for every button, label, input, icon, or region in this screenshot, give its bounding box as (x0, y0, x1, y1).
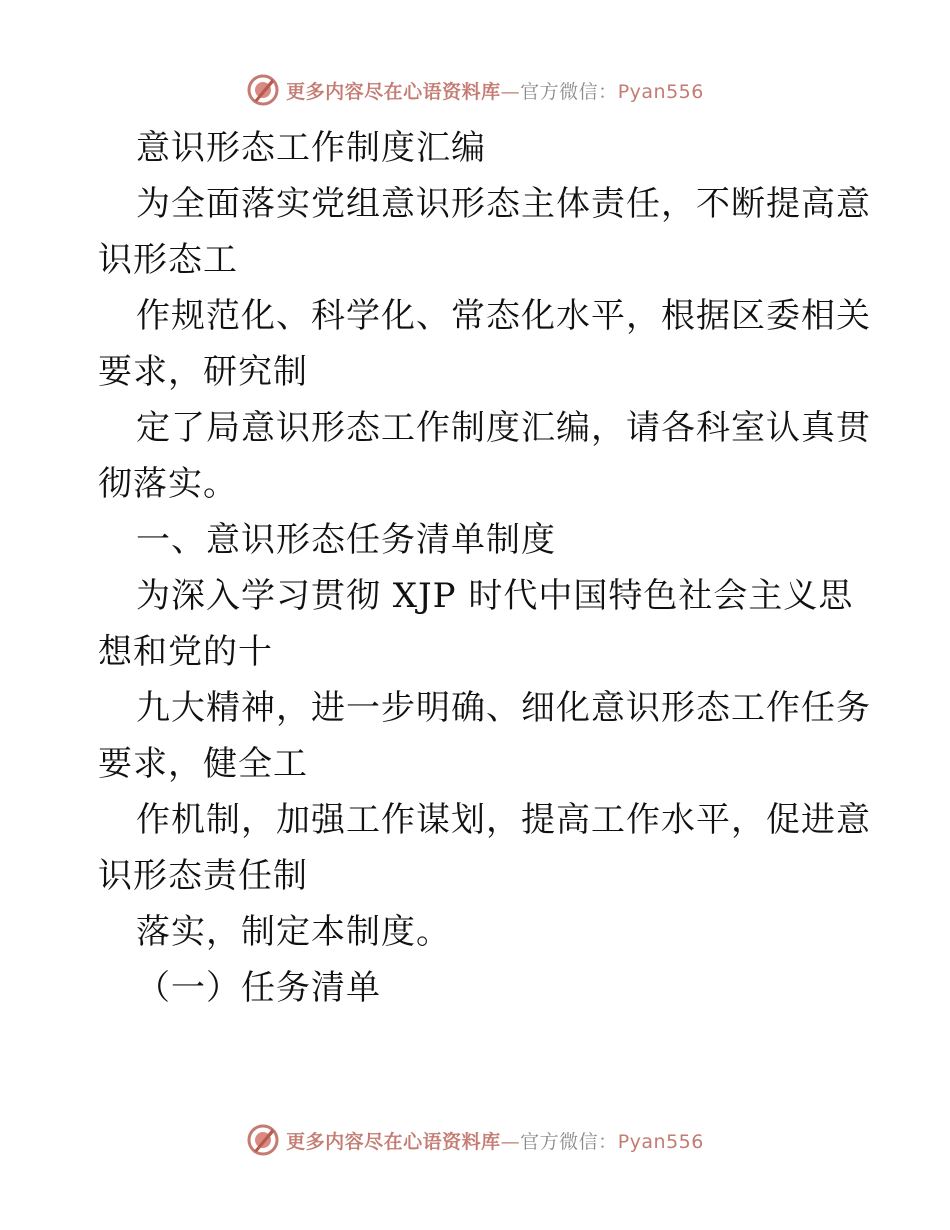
text-line: 九大精神，进一步明确、细化意识形态工作任务 (136, 688, 871, 728)
watermark-text: 更多内容尽在心语资料库—官方微信：Pyan556 (286, 80, 704, 103)
text-line: 识形态责任制 (98, 856, 308, 896)
text-line: 落实，制定本制度。 (136, 912, 451, 952)
text-line: 作机制，加强工作谋划，提高工作水平，促进意 (136, 800, 871, 840)
text-line: 彻落实。 (98, 464, 238, 504)
text-line: 为全面落实党组意识形态主体责任，不断提高意 (136, 184, 871, 224)
text-line: 想和党的十 (98, 632, 273, 672)
header-watermark (0, 70, 950, 110)
text-line: 作规范化、科学化、常态化水平，根据区委相关 (136, 296, 871, 336)
quill-logo-icon (246, 1123, 280, 1157)
text-line: 识形态工 (98, 240, 238, 280)
text-line: 定了局意识形态工作制度汇编，请各科室认真贯 (136, 408, 871, 448)
text-line: 要求，研究制 (98, 352, 308, 392)
text-line: 为深入学习贯彻 XJP 时代中国特色社会主义思 (136, 576, 854, 616)
text-line: （一）任务清单 (136, 968, 381, 1008)
quill-logo-icon (246, 73, 280, 107)
text-line: 要求，健全工 (98, 744, 308, 784)
text-line: 一、意识形态任务清单制度 (136, 520, 556, 560)
footer-watermark (0, 1120, 950, 1160)
text-line: 意识形态工作制度汇编 (136, 128, 486, 168)
watermark-text: 更多内容尽在心语资料库—官方微信：Pyan556 (286, 1130, 704, 1153)
document-body (98, 120, 871, 1016)
